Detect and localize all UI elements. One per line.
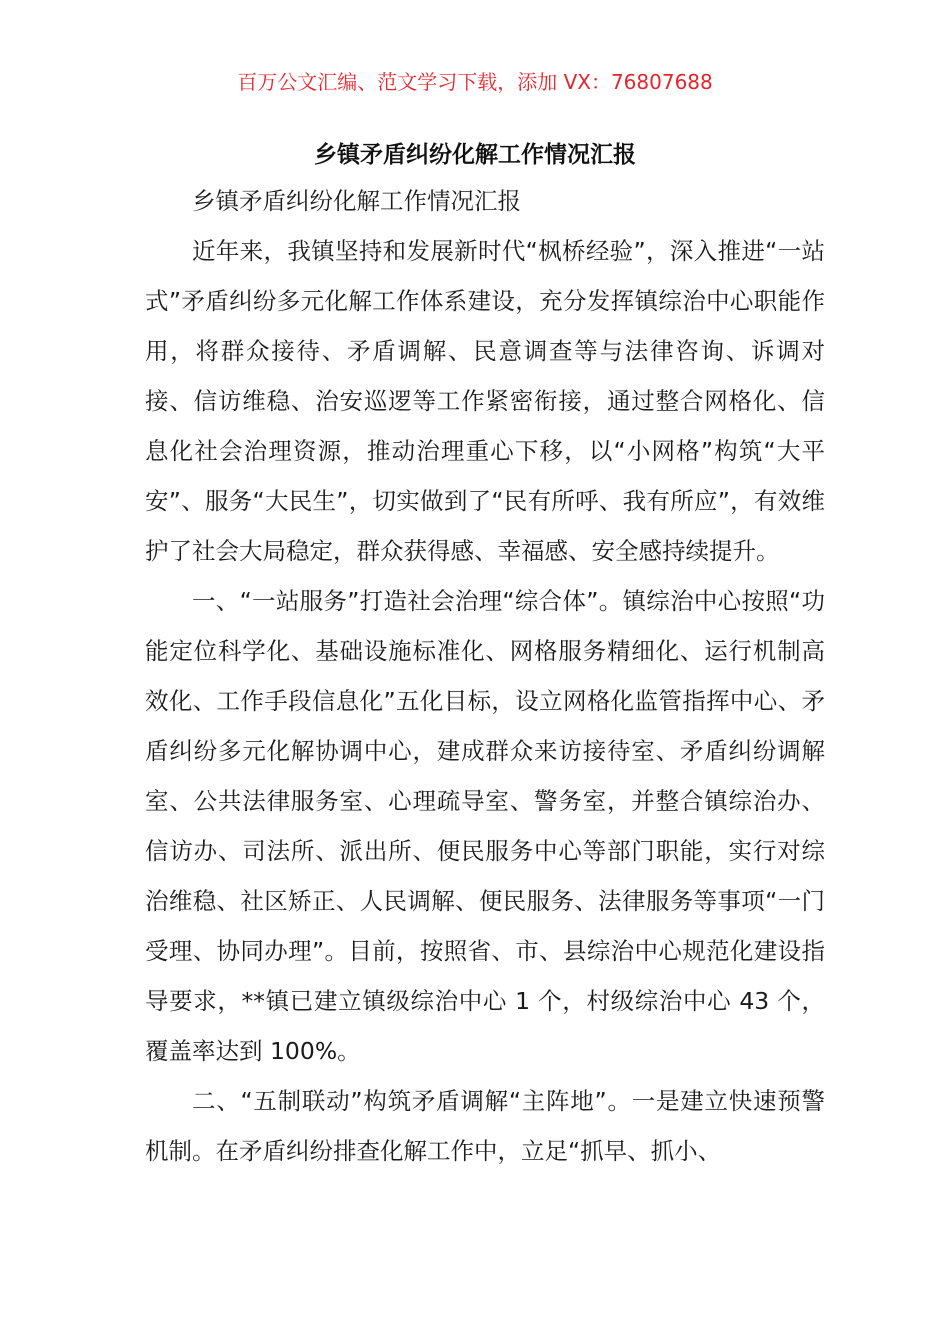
body-paragraph-section-two: 二、“五制联动”构筑矛盾调解“主阵地”。一是建立快速预警机制。在矛盾纠纷排查化解工作中，立足“抓早、抓小、 bbox=[145, 1087, 825, 1165]
body-paragraph-subtitle: 乡镇矛盾纠纷化解工作情况汇报 bbox=[192, 187, 521, 215]
document-body bbox=[145, 176, 825, 1176]
body-paragraph-intro: 近年来，我镇坚持和发展新时代“枫桥经验”，深入推进“一站式”矛盾纠纷多元化解工作体系建设，充分发挥镇综治中心职能作用，将群众接待、矛盾调解、民意调查等与法律咨询、诉调对接、信访维稳、治安巡逻等工作紧密衔接，通过整合网格化、信息化社会治理资源，推动治理重心下移，以“小网格”构筑“大平安”、服务“大民生”，切实做到了“民有所呼、我有所应”，有效维护了社会大局稳定，群众获得感、幸福感、安全感持续提升。 bbox=[145, 237, 825, 565]
document-title: 乡镇矛盾纠纷化解工作情况汇报 bbox=[314, 142, 636, 168]
header-watermark-note: 百万公文汇编、范文学习下载，添加 VX：76807688 bbox=[237, 70, 713, 94]
body-paragraph-section-one: 一、“一站服务”打造社会治理“综合体”。镇综治中心按照“功能定位科学化、基础设施标准化、网格服务精细化、运行机制高效化、工作手段信息化”五化目标，设立网格化监管指挥中心、矛盾纠纷多元化解协调中心，建成群众来访接待室、矛盾纠纷调解室、公共法律服务室、心理疏导室、警务室，并整合镇综治办、信访办、司法所、派出所、便民服务中心等部门职能，实行对综治维稳、社区矫正、人民调解、便民服务、法律服务等事项“一门受理、协同办理”。目前，按照省、市、县综治中心规范化建设指导要求，**镇已建立镇级综治中心 1 个，村级综治中心 43 个，覆盖率达到 100%。 bbox=[145, 587, 825, 1065]
